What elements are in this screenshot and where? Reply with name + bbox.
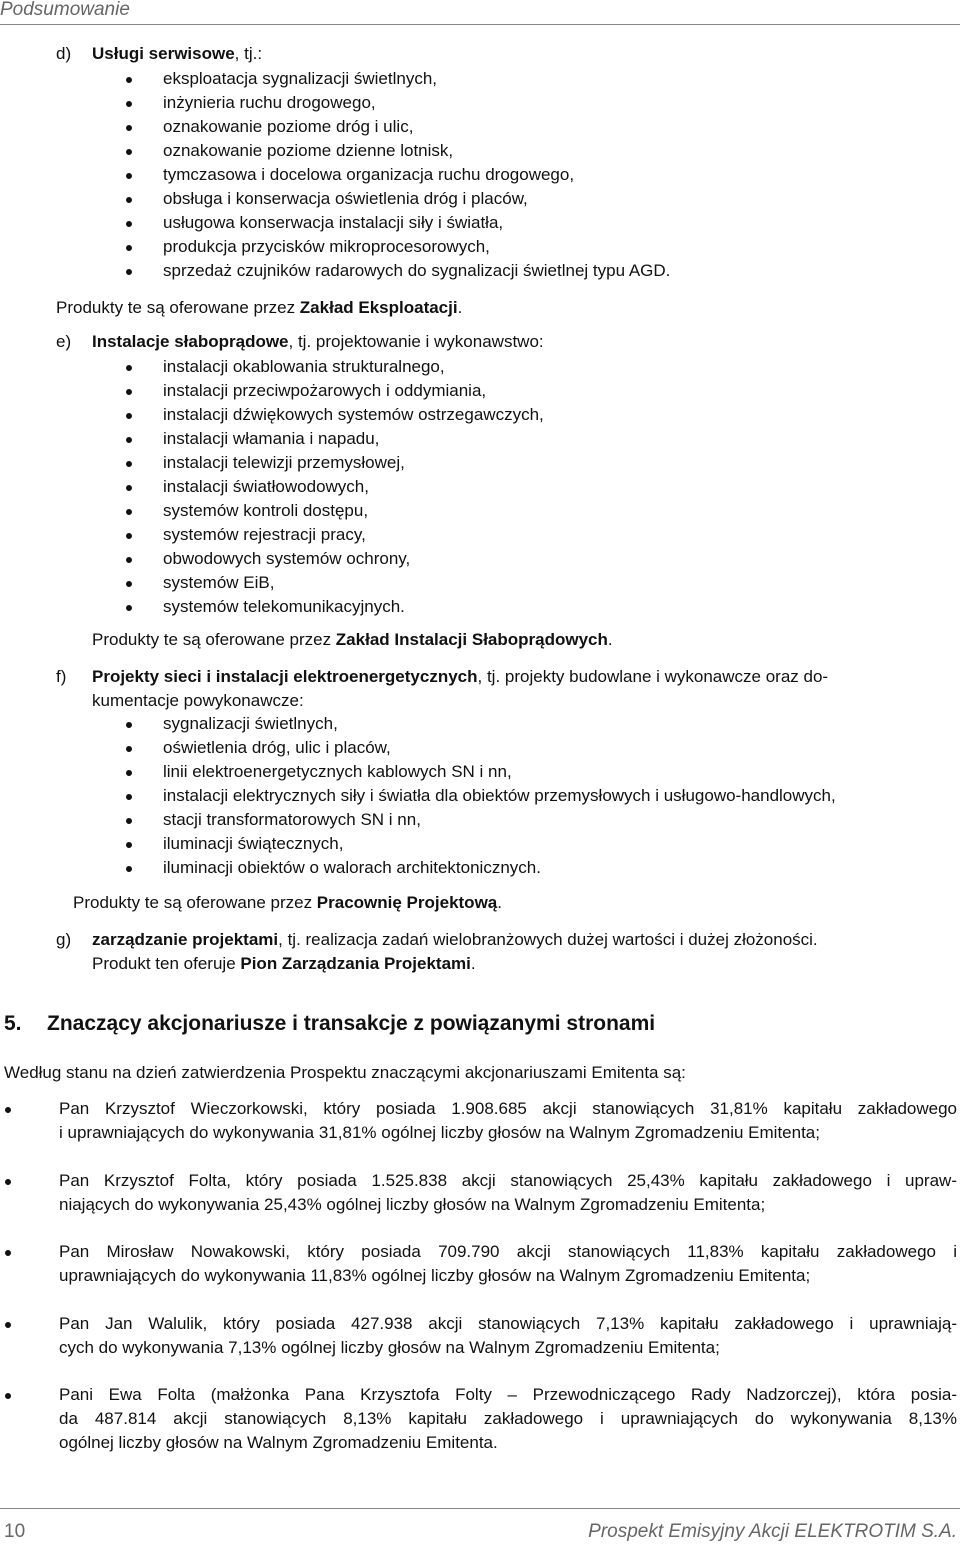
section-5-intro: Według stanu na dzień zatwierdzenia Prospektu znaczącymi akcjonariuszami Emitenta są: bbox=[4, 1063, 686, 1082]
shareholder-line: Pan Krzysztof Wieczorkowski, który posiada 1.908.685 akcji stanowiących 31,81% kapitału zakładowego bbox=[59, 1099, 957, 1118]
section-5-title: Znaczący akcjonariusze i transakcje z powiązanymi stronami bbox=[47, 1012, 656, 1035]
offer-prefix: Produkt ten oferuje bbox=[92, 954, 241, 973]
page-number: 10 bbox=[4, 1521, 26, 1542]
list-item: systemów EiB, bbox=[163, 571, 274, 595]
list-item: iluminacji świątecznych, bbox=[163, 832, 343, 856]
offer-entity: Zakład Eksploatacji bbox=[299, 298, 458, 317]
bullet-icon bbox=[5, 1393, 11, 1399]
list-item: tymczasowa i docelowa organizacja ruchu drogowego, bbox=[163, 163, 574, 187]
list-item: instalacji włamania i napadu, bbox=[163, 427, 379, 451]
list-item: instalacji elektrycznych siły i światła dla obiektów przemysłowych i usługowo-handlowych, bbox=[163, 784, 836, 808]
offer-entity: Zakład Instalacji Słaboprądowych bbox=[335, 630, 608, 649]
list-item: usługowa konserwacja instalacji siły i światła, bbox=[163, 211, 503, 235]
list-item: obwodowych systemów ochrony, bbox=[163, 547, 410, 571]
list-item: iluminacji obiektów o walorach architektonicznych. bbox=[163, 856, 541, 880]
list-item: systemów telekomunikacyjnych. bbox=[163, 595, 405, 619]
list-item: instalacji telewizji przemysłowej, bbox=[163, 451, 405, 475]
list-item: instalacji przeciwpożarowych i oddymiania, bbox=[163, 379, 486, 403]
section-g-title: zarządzanie projektami bbox=[92, 930, 279, 949]
section-e-marker: e) bbox=[56, 332, 72, 351]
section-d-title: Usługi serwisowe bbox=[92, 44, 235, 63]
list-item: linii elektroenergetycznych kablowych SN i nn, bbox=[163, 760, 512, 784]
offer-prefix: Produkty te są oferowane przez bbox=[73, 893, 317, 912]
list-item: systemów rejestracji pracy, bbox=[163, 523, 366, 547]
section-5-number: 5. bbox=[4, 1012, 22, 1035]
section-g-line1 bbox=[92, 928, 818, 952]
offer-prefix: Produkty te są oferowane przez bbox=[56, 298, 300, 317]
section-f-title: Projekty sieci i instalacji elektroenergetycznych bbox=[92, 667, 478, 686]
list-item: inżynieria ruchu drogowego, bbox=[163, 91, 376, 115]
bullet-icon bbox=[5, 1250, 11, 1256]
section-e-offer bbox=[92, 628, 613, 652]
section-g-marker: g) bbox=[56, 930, 72, 949]
shareholder-line: Pan Jan Walulik, który posiada 427.938 akcji stanowiących 7,13% kapitału zakładowego i uprawniają- bbox=[59, 1314, 957, 1333]
list-item: obsługa i konserwacja oświetlenia dróg i placów, bbox=[163, 187, 528, 211]
shareholder-line: cych do wykonywania 7,13% ogólnej liczby głosów na Walnym Zgromadzeniu Emitenta; bbox=[59, 1338, 720, 1357]
section-e-title: Instalacje słaboprądowe bbox=[92, 332, 289, 351]
list-item: sygnalizacji świetlnych, bbox=[163, 712, 338, 736]
list-item: instalacji dźwiękowych systemów ostrzegawczych, bbox=[163, 403, 544, 427]
footer-document-title: Prospekt Emisyjny Akcji ELEKTROTIM S.A. bbox=[588, 1521, 957, 1542]
section-f-heading bbox=[92, 665, 828, 689]
offer-prefix: Produkty te są oferowane przez bbox=[92, 630, 336, 649]
list-item: produkcja przycisków mikroprocesorowych, bbox=[163, 235, 490, 259]
shareholder-line: i uprawniających do wykonywania 31,81% ogólnej liczby głosów na Walnym Zgromadzeniu Emitenta; bbox=[59, 1123, 820, 1142]
shareholder-line: da 487.814 akcji stanowiących 8,13% kapitału zakładowego i uprawniających do wykonywania 8,13% bbox=[59, 1409, 957, 1428]
section-g-line2 bbox=[92, 952, 476, 976]
offer-entity: Pracownię Projektową bbox=[316, 893, 498, 912]
section-d-title-suffix: , tj.: bbox=[234, 44, 263, 63]
list-item: eksploatacja sygnalizacji świetlnych, bbox=[163, 67, 437, 91]
section-f-marker: f) bbox=[56, 667, 67, 686]
shareholder-line: uprawniających do wykonywania 11,83% ogólnej liczby głosów na Walnym Zgromadzeniu Emitenta; bbox=[59, 1266, 811, 1285]
running-header-title: Podsumowanie bbox=[0, 0, 130, 20]
shareholder-line: ogólnej liczby głosów na Walnym Zgromadzeniu Emitenta. bbox=[59, 1433, 498, 1452]
section-d-heading bbox=[92, 42, 262, 66]
bullet-icon bbox=[5, 1179, 11, 1185]
section-d-offer bbox=[56, 296, 462, 320]
offer-entity: Pion Zarządzania Projektami bbox=[240, 954, 471, 973]
list-item: instalacji światłowodowych, bbox=[163, 475, 369, 499]
offer-suffix: . bbox=[607, 630, 613, 649]
offer-suffix: . bbox=[470, 954, 476, 973]
list-item: systemów kontroli dostępu, bbox=[163, 499, 368, 523]
bullet-icon bbox=[5, 1322, 11, 1328]
section-d-marker: d) bbox=[56, 44, 72, 63]
shareholder-line: Pani Ewa Folta (małżonka Pana Krzysztofa Folty – Przewodniczącego Rady Nadzorczej), która posia- bbox=[59, 1385, 957, 1404]
section-f-intro-line1: , tj. projekty budowlane i wykonawcze oraz do- bbox=[477, 667, 829, 686]
shareholder-line: niających do wykonywania 25,43% ogólnej liczby głosów na Walnym Zgromadzeniu Emitenta; bbox=[59, 1195, 766, 1214]
list-item: sprzedaż czujników radarowych do sygnalizacji świetlnej typu AGD. bbox=[163, 259, 670, 283]
offer-suffix: . bbox=[457, 298, 463, 317]
header-divider bbox=[0, 24, 960, 25]
section-f-intro-line2: kumentacje powykonawcze: bbox=[92, 691, 304, 710]
list-item: instalacji okablowania strukturalnego, bbox=[163, 355, 445, 379]
section-e-heading bbox=[92, 330, 544, 354]
bullet-icon bbox=[5, 1107, 11, 1113]
shareholder-line: Pan Krzysztof Folta, który posiada 1.525.838 akcji stanowiących 25,43% kapitału zakładowego i upraw- bbox=[59, 1171, 957, 1190]
list-item: oświetlenia dróg, ulic i placów, bbox=[163, 736, 391, 760]
section-g-line1-rest: , tj. realizacja zadań wielobranżowych dużej wartości i dużej złożoności. bbox=[278, 930, 818, 949]
list-item: oznakowanie poziome dróg i ulic, bbox=[163, 115, 413, 139]
footer-divider bbox=[0, 1508, 960, 1509]
list-item: oznakowanie poziome dzienne lotnisk, bbox=[163, 139, 453, 163]
section-e-title-suffix: , tj. projektowanie i wykonawstwo: bbox=[288, 332, 544, 351]
shareholder-line: Pan Mirosław Nowakowski, który posiada 709.790 akcji stanowiących 11,83% kapitału zakładowego i bbox=[59, 1242, 957, 1261]
offer-suffix: . bbox=[497, 893, 502, 912]
section-f-offer bbox=[73, 891, 502, 915]
list-item: stacji transformatorowych SN i nn, bbox=[163, 808, 421, 832]
